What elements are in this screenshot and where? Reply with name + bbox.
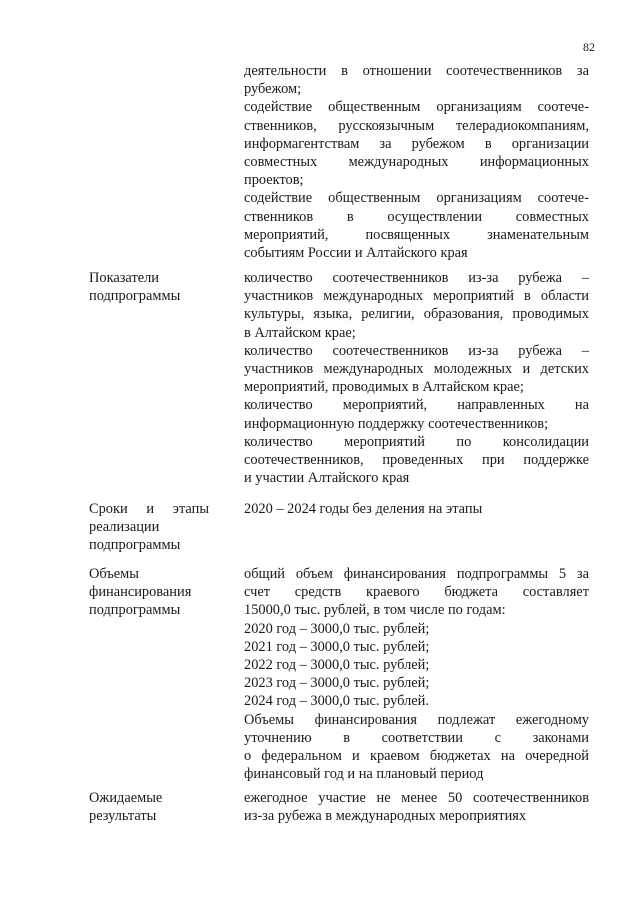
- label-line: подпрограммы: [89, 602, 181, 619]
- row-3-label: [89, 565, 229, 620]
- text-line: количество мероприятий по консолидации: [244, 433, 589, 450]
- label-line: Ожидаемые: [89, 790, 163, 806]
- text-line: о федеральном и краевом бюджетах на очередной: [244, 748, 589, 765]
- text-line: соотечественников, проведенных при поддержке: [244, 452, 589, 469]
- text-line: содействие общественным организациям соотече-: [244, 190, 589, 207]
- text-line: культуры, языка, религии, образования, проводимых: [244, 306, 589, 323]
- text-line: количество соотечественников из-за рубежа –: [244, 342, 589, 359]
- text-line: проектов;: [244, 172, 304, 189]
- label-line: Объемы: [89, 566, 139, 582]
- page-number: 82: [583, 40, 595, 54]
- label-line: финансирования: [89, 584, 192, 601]
- text-line: ежегодное участие не менее 50 соотечественников: [244, 790, 589, 806]
- row-1-label: [89, 269, 229, 305]
- text-line: рубежом;: [244, 81, 302, 98]
- label-line: реализации: [89, 519, 160, 536]
- text-line: содействие общественным организациям соотече-: [244, 99, 589, 116]
- label-line: подпрограммы: [89, 537, 181, 554]
- text-line: 15000,0 тыс. рублей, в том числе по годам:: [244, 602, 506, 619]
- text-line: ственников в осуществлении совместных: [244, 208, 589, 225]
- text-line: 2021 год – 3000,0 тыс. рублей;: [244, 638, 430, 655]
- row-2-content: [244, 500, 589, 518]
- row-4-content: [244, 789, 589, 825]
- label-line: Сроки и этапы: [89, 501, 209, 517]
- row-4-label: [89, 789, 229, 825]
- label-line: результаты: [89, 808, 157, 825]
- row-3-content: [244, 565, 589, 783]
- text-line: 2023 год – 3000,0 тыс. рублей;: [244, 675, 430, 692]
- label-line: Показатели: [89, 270, 160, 286]
- text-line: количество мероприятий, направленных на: [244, 397, 589, 414]
- text-line: 2024 год – 3000,0 тыс. рублей.: [244, 693, 429, 710]
- text-line: Объемы финансирования подлежат ежегодному: [244, 711, 589, 728]
- text-line: информационную поддержку соотечественников;: [244, 415, 549, 432]
- row-2-label: [89, 500, 229, 555]
- text-line: 2020 год – 3000,0 тыс. рублей;: [244, 620, 430, 637]
- text-line: участников международных молодежных и детских: [244, 361, 589, 378]
- text-line: финансовый год и на плановый период: [244, 766, 484, 783]
- text-line: мероприятий, проводимых в Алтайском крае;: [244, 379, 524, 396]
- text-line: уточнению в соответствии с законами: [244, 729, 589, 746]
- text-line: 2022 год – 3000,0 тыс. рублей;: [244, 657, 430, 674]
- text-line: деятельности в отношении соотечественников за: [244, 63, 589, 79]
- text-line: участников международных мероприятий в области: [244, 288, 589, 305]
- text-line: совместных международных информационных: [244, 154, 589, 171]
- label-line: подпрограммы: [89, 288, 181, 305]
- text-line: из-за рубежа в международных мероприятиях: [244, 808, 527, 825]
- row-0-content: [244, 62, 589, 262]
- text-line: мероприятий, посвященных знаменательным: [244, 226, 589, 243]
- text-line: 2020 – 2024 годы без деления на этапы: [244, 501, 483, 517]
- text-line: в Алтайском крае;: [244, 324, 356, 341]
- text-line: информагентствам за рубежом в организации: [244, 135, 589, 152]
- text-line: и участии Алтайского края: [244, 470, 410, 487]
- text-line: общий объем финансирования подпрограммы 5 за: [244, 566, 589, 582]
- text-line: событиям России и Алтайского края: [244, 245, 468, 262]
- text-line: счет средств краевого бюджета составляет: [244, 584, 589, 601]
- text-line: ственников, русскоязычным телерадиокомпаниям,: [244, 117, 589, 134]
- row-1-content: [244, 269, 589, 487]
- text-line: количество соотечественников из-за рубежа –: [244, 270, 589, 286]
